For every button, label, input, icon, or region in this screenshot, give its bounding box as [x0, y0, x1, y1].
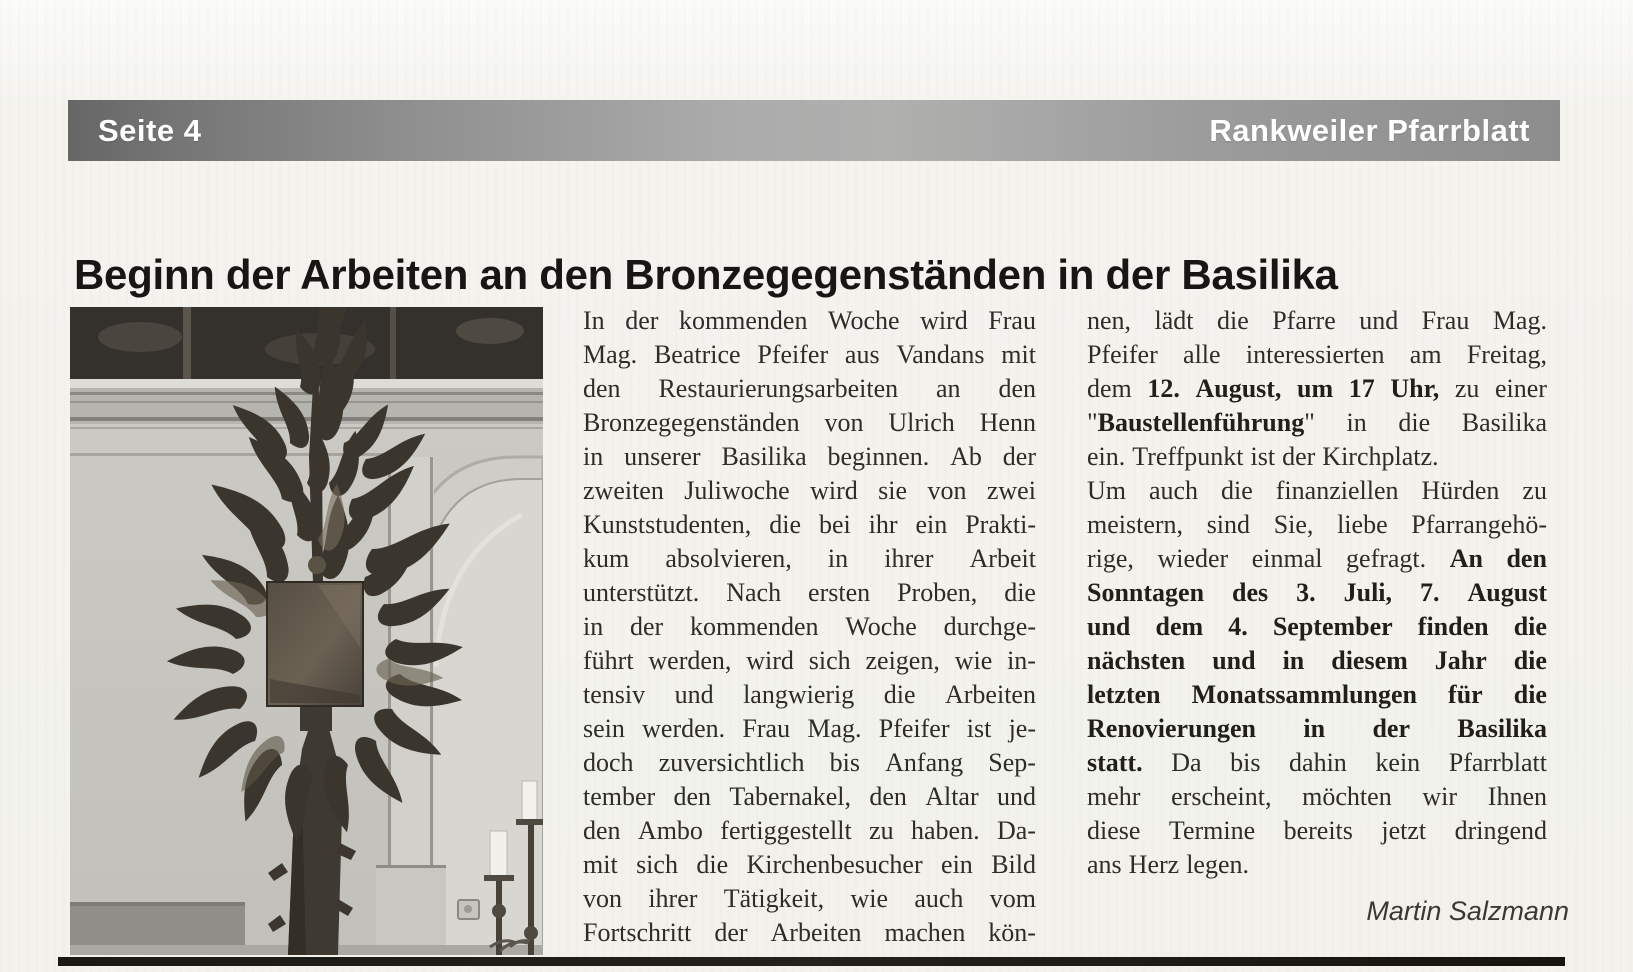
- text-line: rige, wieder einmal gefragt. An den: [1087, 544, 1547, 573]
- text-line: nächsten und in diesem Jahr die: [1087, 646, 1547, 675]
- text-line: kum absolvieren, in ihrer Arbeit: [583, 544, 1036, 573]
- text-line: in unserer Basilika beginnen. Ab der: [583, 442, 1036, 471]
- wall-outlet: [458, 900, 479, 919]
- text-line: Mag. Beatrice Pfeifer aus Vandans mit: [583, 340, 1036, 369]
- text-column-middle: [583, 304, 1036, 950]
- header-bar: [68, 100, 1560, 161]
- text-line: nen, lädt die Pfarre und Frau Mag.: [1087, 306, 1547, 335]
- text-line: den Restaurierungsarbeiten an den: [583, 374, 1036, 403]
- sphere-ornament: [308, 556, 326, 574]
- article-photo: [70, 307, 543, 955]
- text-line: Um auch die finanziellen Hürden zu: [1087, 476, 1547, 505]
- text-line: führt werden, wird sich zeigen, wie in-: [583, 646, 1036, 675]
- text-line: ein. Treffpunkt ist der Kirchplatz.: [1087, 442, 1439, 471]
- text-line: unterstützt. Nach ersten Proben, die: [583, 578, 1036, 607]
- text-line: sein werden. Frau Mag. Pfeifer ist je-: [583, 714, 1036, 743]
- text-line: mit sich die Kirchenbesucher ein Bild: [583, 850, 1036, 879]
- text-line: Bronzegegenständen von Ulrich Henn: [583, 408, 1036, 437]
- text-line: meistern, sind Sie, liebe Pfarrangehö-: [1087, 510, 1547, 539]
- text-line: Sonntagen des 3. Juli, 7. August: [1087, 578, 1547, 607]
- text-line: letzten Monatssammlungen für die: [1087, 680, 1547, 709]
- text-column-right: [1087, 304, 1547, 882]
- text-line: Renovierungen in der Basilika: [1087, 714, 1547, 743]
- text-line: tensiv und langwierig die Arbeiten: [583, 680, 1036, 709]
- text-line: und dem 4. September finden die: [1087, 612, 1547, 641]
- text-line: den Ambo fertiggestellt zu haben. Da-: [583, 816, 1036, 845]
- text-line: "Baustellenführung" in die Basilika: [1087, 408, 1547, 437]
- text-line: Pfeifer alle interessierten am Freitag,: [1087, 340, 1547, 369]
- text-line: in der kommenden Woche durchge-: [583, 612, 1036, 641]
- text-line: In der kommenden Woche wird Frau: [583, 306, 1036, 335]
- tabernacle-box: [267, 582, 363, 706]
- article-headline: Beginn der Arbeiten an den Bronzegegenständen in der Basilika: [74, 251, 1338, 299]
- text-line: Fortschritt der Arbeiten machen kön-: [583, 918, 1036, 947]
- text-line: ans Herz legen.: [1087, 850, 1249, 879]
- text-line: statt. Da bis dahin kein Pfarrblatt: [1087, 748, 1547, 777]
- text-line: zweiten Juliwoche wird sie von zwei: [583, 476, 1036, 505]
- text-line: doch zuversichtlich bis Anfang Sep-: [583, 748, 1036, 777]
- bottom-rule: [58, 957, 1565, 966]
- text-line: diese Termine bereits jetzt dringend: [1087, 816, 1547, 845]
- text-line: mehr erscheint, möchten wir Ihnen: [1087, 782, 1547, 811]
- text-line: Kunststudenten, die bei ihr ein Prakti-: [583, 510, 1036, 539]
- page-number-label: Seite 4: [98, 112, 202, 148]
- church-photo-illustration: [70, 307, 543, 955]
- publication-title: Rankweiler Pfarrblatt: [1209, 112, 1530, 148]
- text-line: tember den Tabernakel, den Altar und: [583, 782, 1036, 811]
- text-line: von ihrer Tätigkeit, wie auch vom: [583, 884, 1036, 913]
- author-signature: Martin Salzmann: [1366, 896, 1569, 926]
- text-line: dem 12. August, um 17 Uhr, zu einer: [1087, 374, 1547, 403]
